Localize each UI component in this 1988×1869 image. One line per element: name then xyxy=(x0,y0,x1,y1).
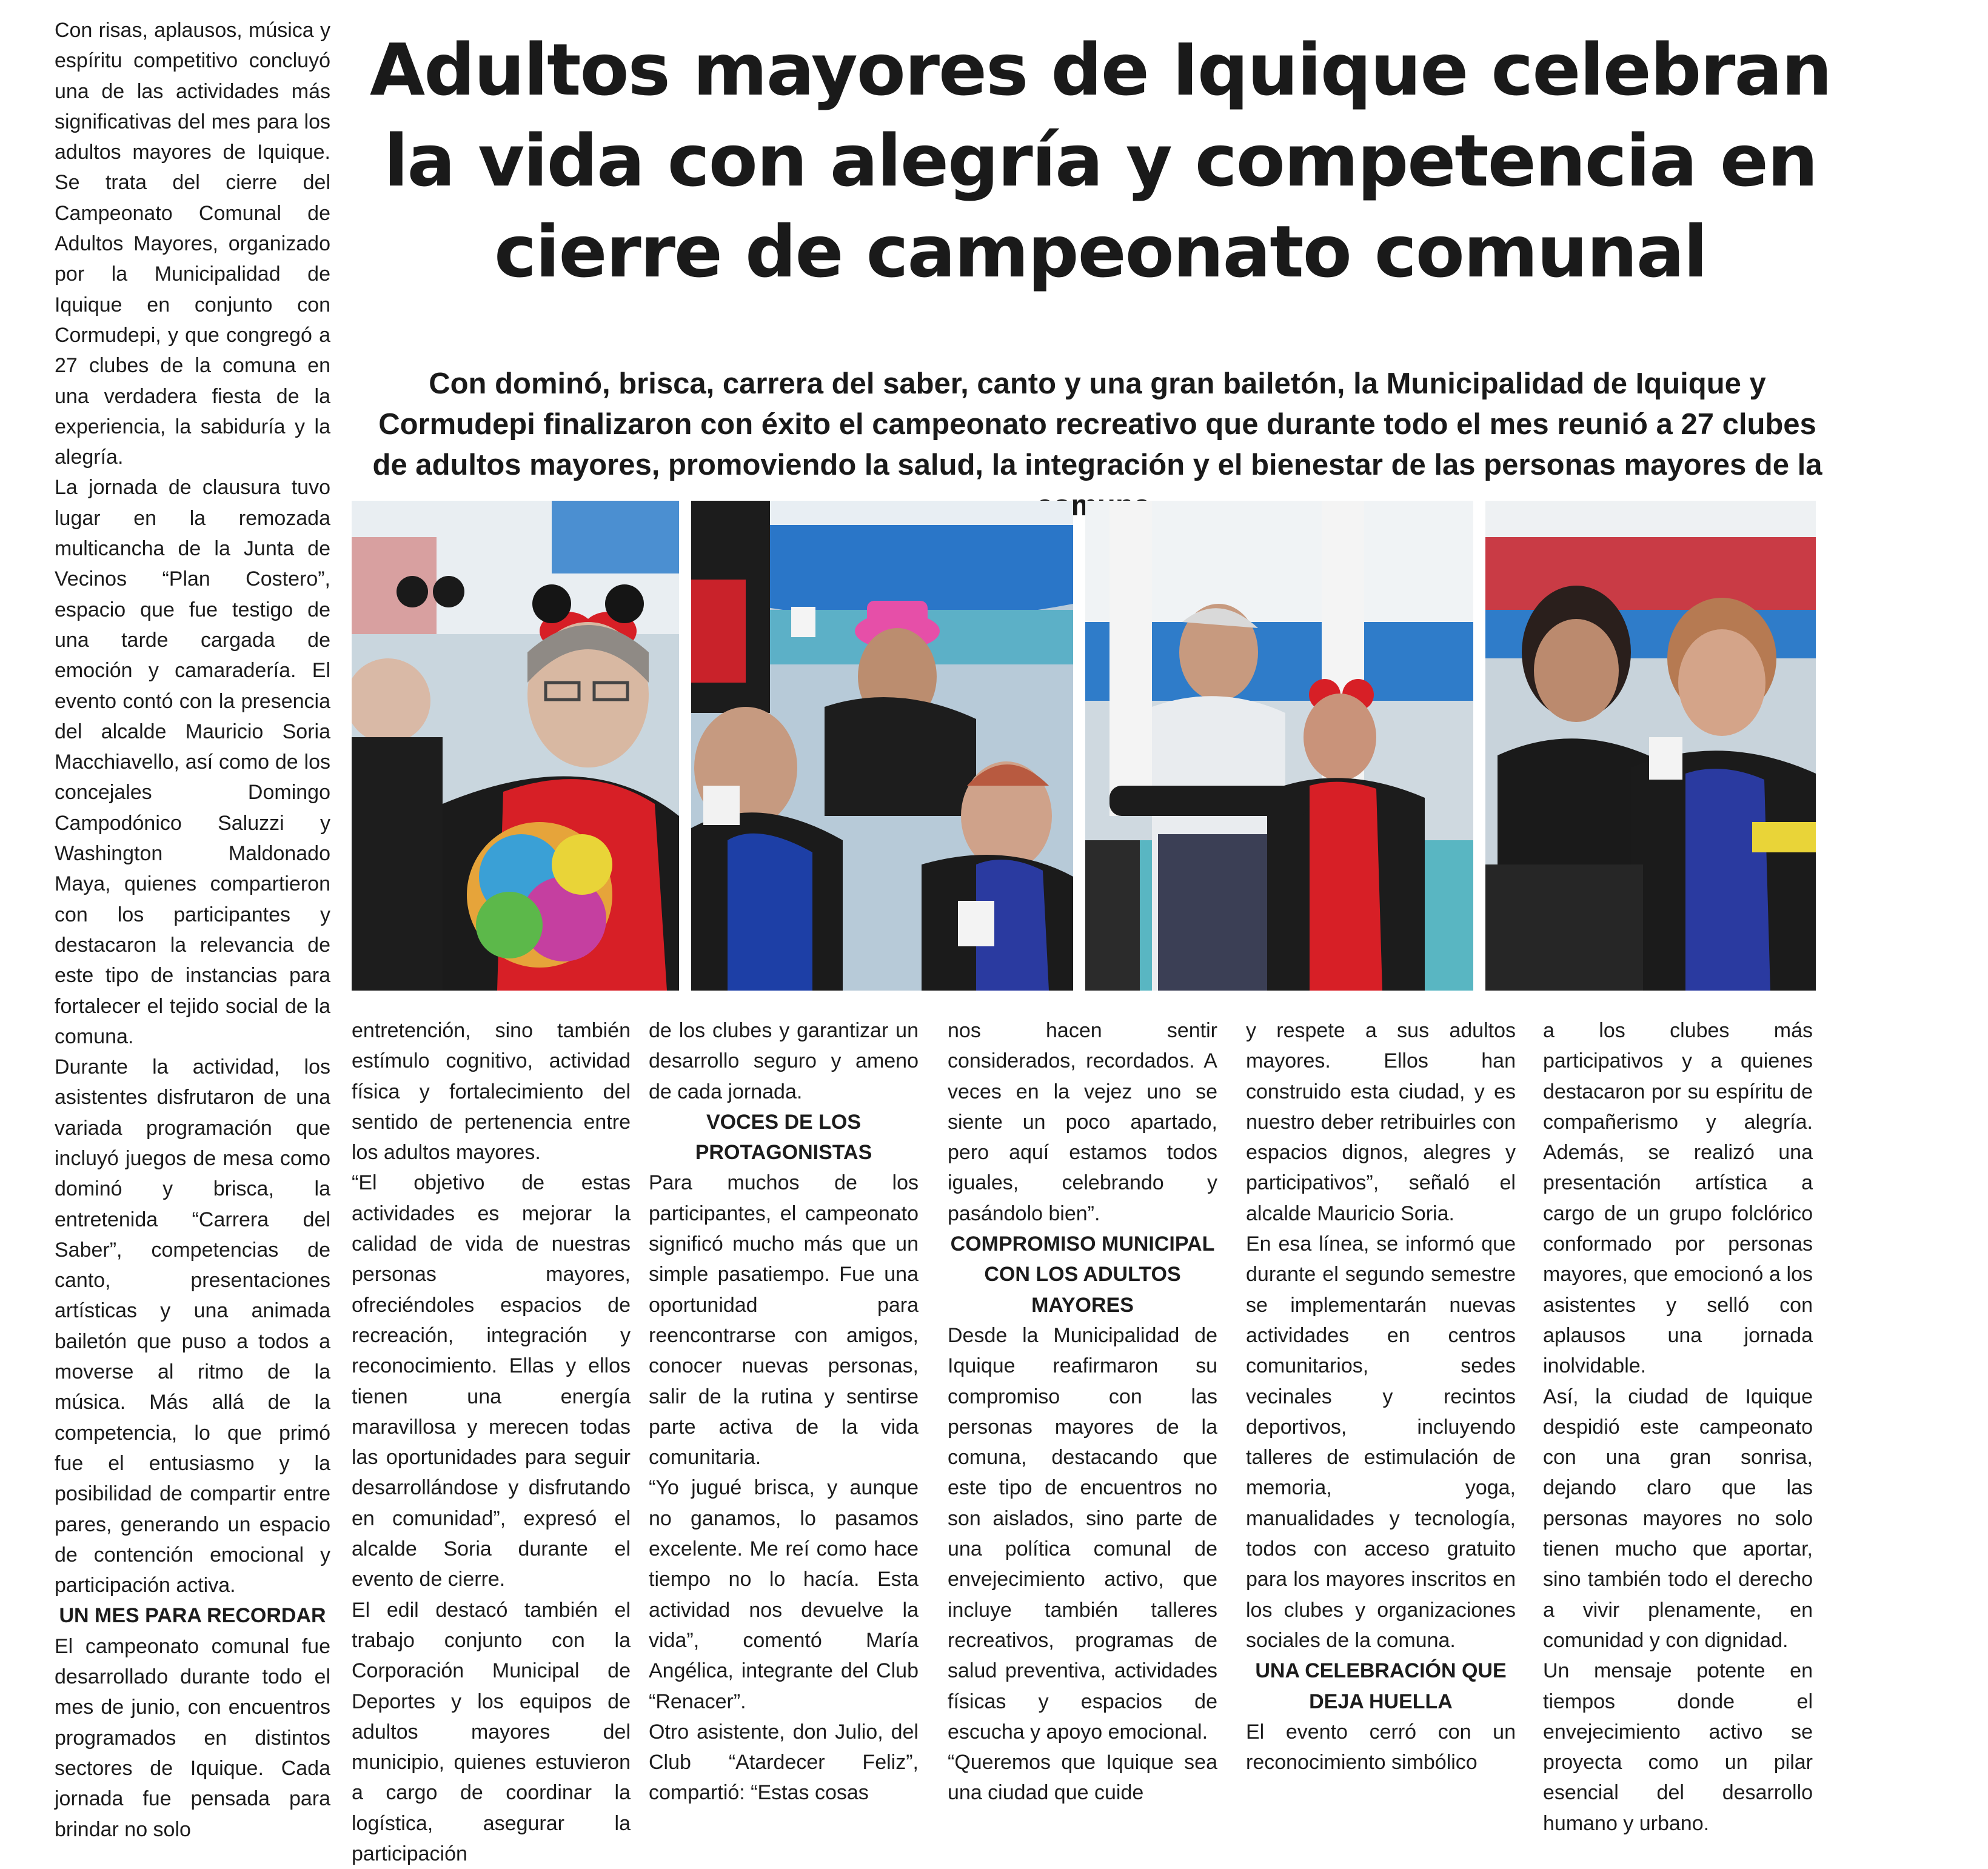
article-column-2 xyxy=(352,1015,631,1869)
body-paragraph: Desde la Municipalidad de Iquique reafirmaron su compromiso con las personas mayores de la comuna, destacando que este tipo de encuentros no son aislados, sino parte de una política comunal de envejecimiento activo, que incluye también talleres recreativos, programas de salud preventiva, actividades físicas y espacios de escucha y apoyo emocional. xyxy=(948,1323,1217,1744)
photo-two-women-toasting-icon xyxy=(1485,501,1816,991)
body-paragraph: Con risas, aplausos, música y espíritu competitivo concluyó una de las actividades más significativas del mes para los adultos mayores de Iquique. Se trata del cierre del Campeonato Comunal de Adultos Mayores, organizado por la Municipalidad de Iquique en conjunto con Cormudepi, y que congregó a 27 clubes de la comuna en una verdadera fiesta de la experiencia, la sabiduría y la alegría. xyxy=(55,19,330,469)
section-subhead: VOCES DE LOS PROTAGONISTAS xyxy=(695,1110,872,1165)
article-column-5 xyxy=(1246,1015,1516,1777)
body-paragraph: Otro asistente, don Julio, del Club “Atardecer Feliz”, compartió: “Estas cosas xyxy=(649,1720,919,1805)
body-paragraph: entretención, sino también estímulo cognitivo, actividad física y fortalecimiento del sentido de pertenencia entre los adultos mayores. xyxy=(352,1019,631,1165)
body-paragraph: Así, la ciudad de Iquique despidió este campeonato con una gran sonrisa, dejando claro que las personas mayores no solo tienen mucho que aportar, sino también todo el derecho a vivir plenamente, en comunidad y con dignidad. xyxy=(1543,1385,1813,1652)
body-paragraph: “El objetivo de estas actividades es mejorar la calidad de vida de nuestras personas mayores, ofreciéndoles espacios de recreación, integración y reconocimiento. Ellas y ellos tienen una energía maravillosa y merecen todas las oportunidades para seguir desarrollándose y disfrutando en comunidad”, expresó el alcalde Soria durante el evento de cierre. xyxy=(352,1171,631,1591)
body-paragraph: a los clubes más participativos y a quienes destacaron por su espíritu de compañerismo y alegría. Además, se realizó una presentación artística a cargo de un grupo folclórico conformado por personas mayores, que emocionó a los asistentes y selló con aplausos una jornada inolvidable. xyxy=(1543,1019,1813,1378)
article-headline: Adultos mayores de Iquique celebran la vida con alegría y competencia en cierre de campeonato comunal xyxy=(369,28,1832,293)
article-column-1 xyxy=(55,15,330,1845)
body-paragraph: nos hacen sentir considerados, recordados. A veces en la vejez uno se siente un poco apartado, pero aquí estamos todos iguales, celebrando y pasándolo bien”. xyxy=(948,1019,1217,1225)
article-lead: Con dominó, brisca, carrera del saber, canto y una gran bailetón, la Municipalidad de Iquique y Cormudepi finalizaron con éxito el campeonato recreativo que durante todo el mes reunió a 27 clubes de adultos mayores, promoviendo la salud, la integración y el bienestar de las personas mayores de la xyxy=(372,367,1822,481)
photo-woman-red-jacket xyxy=(352,501,679,991)
body-paragraph: de los clubes y garantizar un desarrollo seguro y ameno de cada jornada. xyxy=(649,1019,919,1103)
article-column-4 xyxy=(948,1015,1217,1808)
photo-woman-red-jacket-pompom-icon xyxy=(352,501,679,991)
body-paragraph: El evento cerró con un reconocimiento simbólico xyxy=(1246,1720,1516,1774)
body-paragraph: Para muchos de los participantes, el campeonato significó mucho más que un simple pasatiempo. Fue una oportunidad para reencontrarse con amigos, conocer nuevas personas, salir de la rutina y sentirse parte activa de la vida comunitaria. xyxy=(649,1171,919,1469)
section-subhead: UNA CELEBRACIÓN QUE DEJA HUELLA xyxy=(1255,1659,1507,1713)
body-paragraph: “Yo jugué brisca, y aunque no ganamos, lo pasamos excelente. Me reí como hace tiempo no lo hacía. Esta actividad nos devuelve la vida”, comentó María Angélica, integrante del Club “Renacer”. xyxy=(649,1476,919,1713)
body-paragraph: En esa línea, se informó que durante el segundo semestre se implementarán nuevas actividades en centros comunitarios, sedes vecinales y recintos deportivos, incluyendo talleres de estimulación de memoria, yoga, manualidades y tecnología, todos con acceso gratuito para los mayores inscritos en los clubes y organizaciones sociales de la comuna. xyxy=(1246,1232,1516,1652)
body-paragraph: Un mensaje potente en tiempos donde el envejecimiento activo se proyecta como un pilar esencial del desarrollo humano y urbano. xyxy=(1543,1659,1813,1835)
photo-group-pink-hat-cups-icon xyxy=(691,501,1073,991)
body-paragraph: “Queremos que Iquique sea una ciudad que cuide xyxy=(948,1751,1217,1805)
photo-group-pink-hat xyxy=(691,501,1073,991)
photo-couple-dancing xyxy=(1085,501,1473,991)
article-column-6 xyxy=(1543,1015,1813,1839)
section-subhead: COMPROMISO MUNICIPAL CON LOS ADULTOS MAYORES xyxy=(950,1232,1215,1317)
body-paragraph: El edil destacó también el trabajo conjunto con la Corporación Municipal de Deportes y los equipos de adultos mayores del municipio, quienes estuvieron a cargo de coordinar la logística, asegurar la participación xyxy=(352,1598,631,1866)
photo-couple-dancing-icon xyxy=(1085,501,1473,991)
body-paragraph: Durante la actividad, los asistentes disfrutaron de una variada programación que incluyó juegos de mesa como dominó y brisca, la entretenida “Carrera del Saber”, competencias de canto, presentaciones artísticas y una animada bailetón que puso a todos a moverse al ritmo de la música. Más allá de la competencia, lo que primó fue el entusiasmo y la posibilidad de compartir entre pares, generando un espacio de contención emocional y participación activa. xyxy=(55,1055,330,1597)
body-paragraph: La jornada de clausura tuvo lugar en la remozada multicancha de la Junta de Vecinos “Plan Costero”, espacio que fue testigo de una tarde cargada de emoción y camaradería. El evento contó con la presencia del alcalde Mauricio Soria Macchiavello, así como de los concejales Domingo Campodónico Saluzzi y Washington Maldonado Maya, quienes compartieron con los participantes y destacaron la relevancia de este tipo de instancias para fortalecer el tejido social de la comuna. xyxy=(55,476,330,1048)
body-paragraph: y respete a sus adultos mayores. Ellos han construido esta ciudad, y es nuestro deber retribuirles con espacios dignos, alegres y participativos”, señaló el alcalde Mauricio Soria. xyxy=(1246,1019,1516,1225)
section-subhead: UN MES PARA RECORDAR xyxy=(59,1604,326,1628)
article-column-3 xyxy=(649,1015,919,1808)
photo-two-women-toasting xyxy=(1485,501,1816,991)
body-paragraph: El campeonato comunal fue desarrollado durante todo el mes de junio, con encuentros programados en distintos sectores de Iquique. Cada jornada fue pensada para brindar no solo xyxy=(55,1634,330,1841)
